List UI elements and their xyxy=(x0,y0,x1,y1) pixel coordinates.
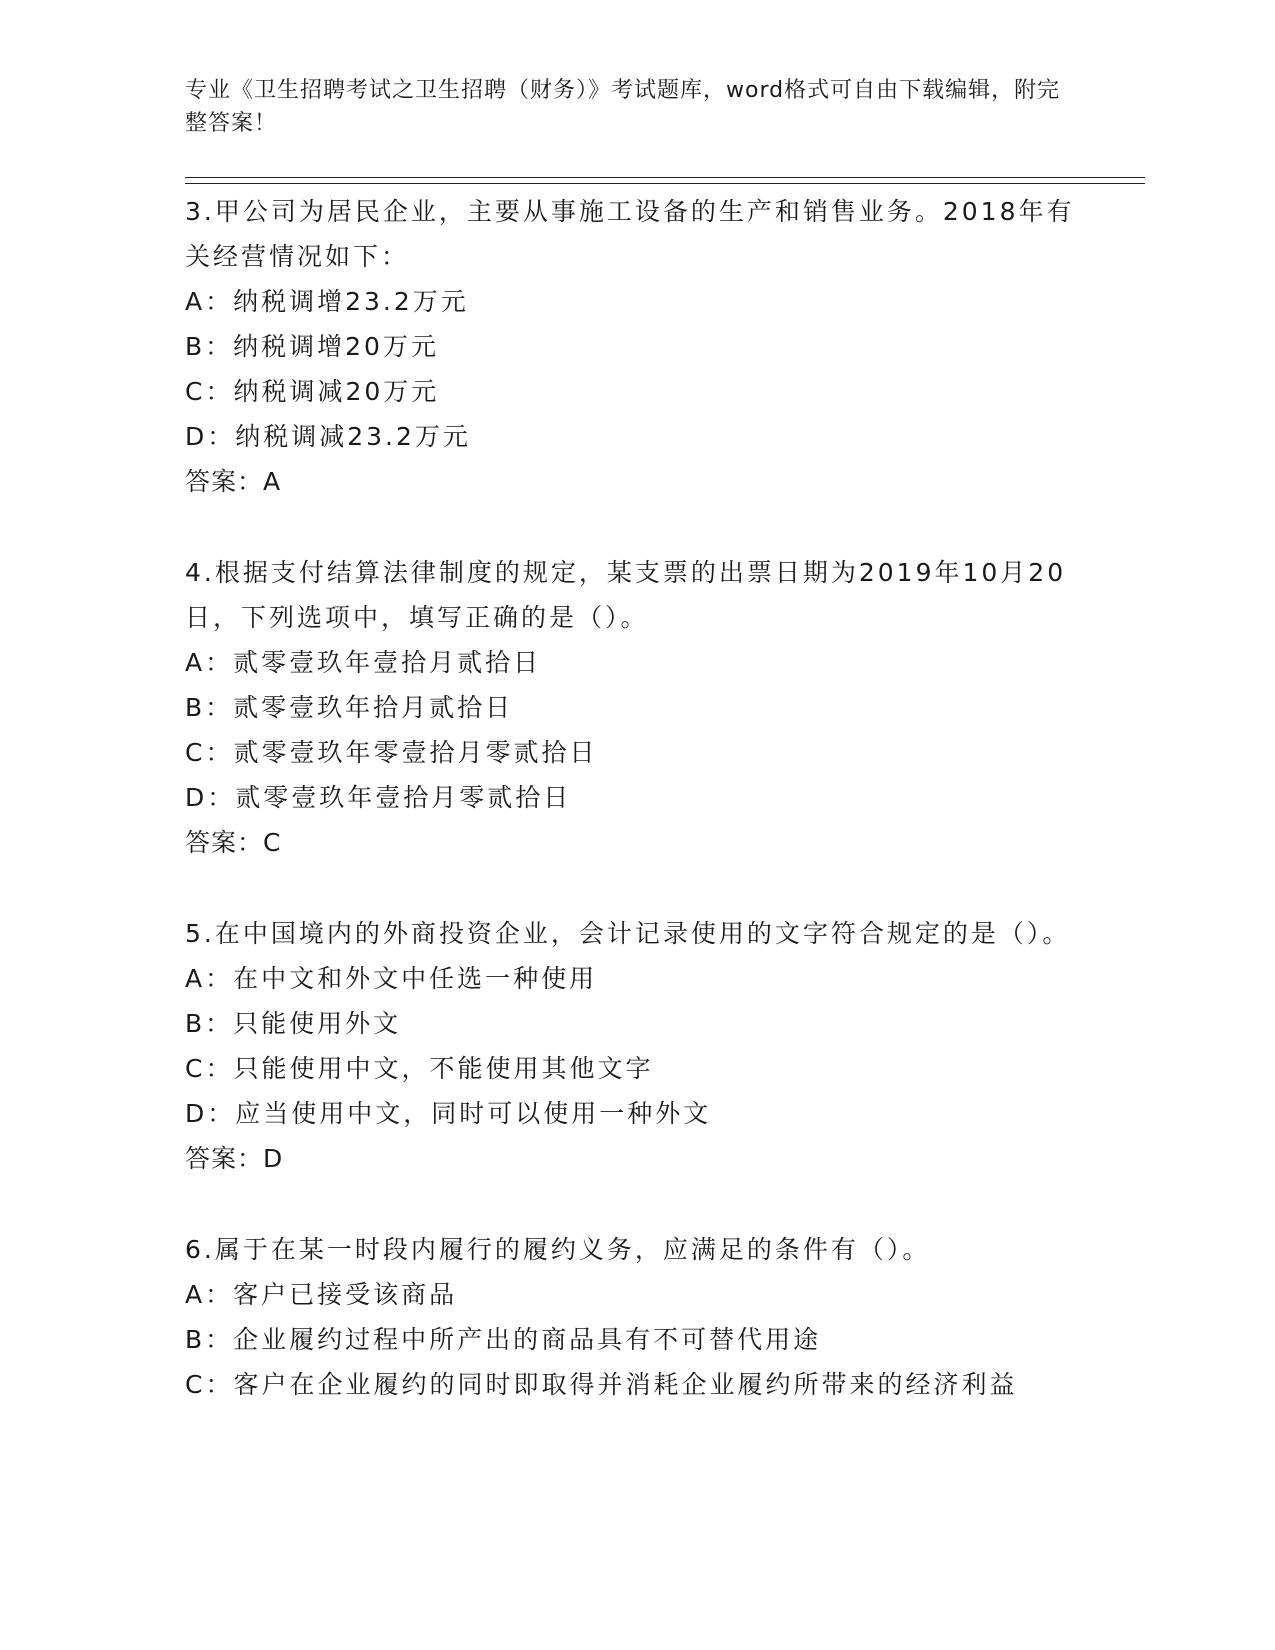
question-text: 5.在中国境内的外商投资企业，会计记录使用的文字符合规定的是（）。 xyxy=(185,919,1071,948)
document-header: 专业《卫生招聘考试之卫生招聘（财务）》考试题库，word格式可自由下载编辑，附完整答案！ xyxy=(185,78,1061,136)
option-d: D：贰零壹玖年壹拾月零贰拾日 xyxy=(185,783,572,812)
option-a: A：纳税调增23.2万元 xyxy=(185,287,469,316)
option-c: C：纳税调减20万元 xyxy=(185,377,440,406)
option-c: C：贰零壹玖年零壹拾月零贰拾日 xyxy=(185,738,598,767)
option-a: A：贰零壹玖年壹拾月贰拾日 xyxy=(185,648,542,677)
answer: 答案：C xyxy=(185,828,282,857)
option-b: B：只能使用外文 xyxy=(185,1009,402,1038)
option-b: B：纳税调增20万元 xyxy=(185,332,439,361)
question-6 xyxy=(185,1227,1085,1407)
answer: 答案：D xyxy=(185,1144,284,1173)
option-b: B：贰零壹玖年拾月贰拾日 xyxy=(185,693,514,722)
option-a: A：客户已接受该商品 xyxy=(185,1280,458,1309)
question-text: 3.甲公司为居民企业，主要从事施工设备的生产和销售业务。2018年有关经营情况如下： xyxy=(185,197,1075,271)
option-a: A：在中文和外文中任选一种使用 xyxy=(185,964,598,993)
option-d: D：应当使用中文，同时可以使用一种外文 xyxy=(185,1099,712,1128)
question-text: 6.属于在某一时段内履行的履约义务，应满足的条件有（）。 xyxy=(185,1235,931,1264)
question-5 xyxy=(185,911,1085,1181)
header-divider-top xyxy=(185,177,1145,178)
option-d: D：纳税调减23.2万元 xyxy=(185,422,471,451)
question-text: 4.根据支付结算法律制度的规定，某支票的出票日期为2019年10月20日，下列选项中，填写正确的是（）。 xyxy=(185,558,1067,632)
option-b: B：企业履约过程中所产出的商品具有不可替代用途 xyxy=(185,1325,822,1354)
answer: 答案：A xyxy=(185,467,282,496)
option-c: C：只能使用中文，不能使用其他文字 xyxy=(185,1054,654,1083)
question-list xyxy=(185,189,1085,1453)
question-4 xyxy=(185,550,1085,865)
option-c: C：客户在企业履约的同时即取得并消耗企业履约所带来的经济利益 xyxy=(185,1370,1018,1399)
question-3 xyxy=(185,189,1085,504)
header-divider-bottom xyxy=(185,183,1145,184)
